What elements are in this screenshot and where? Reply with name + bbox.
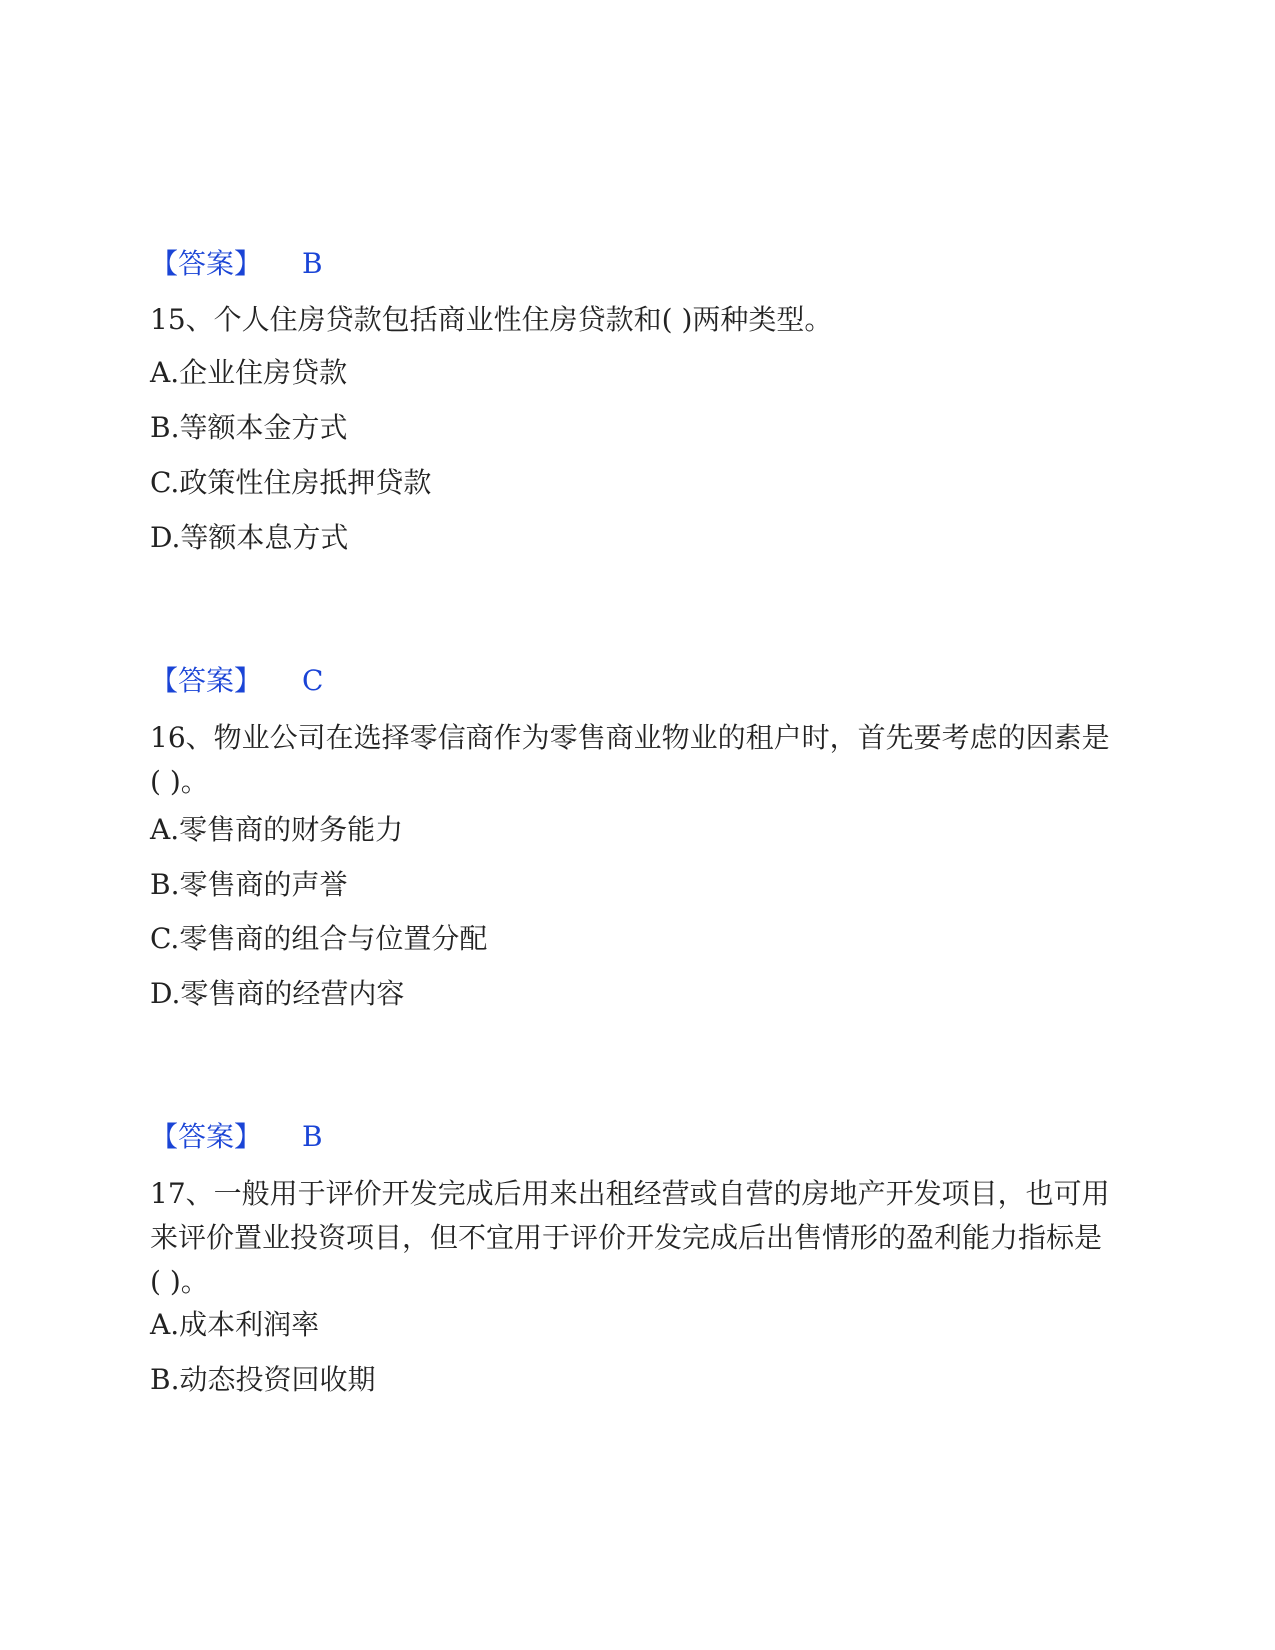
answer-label: 【答案】 — [150, 1120, 263, 1153]
question-text: 15、个人住房贷款包括商业性住房贷款和( )两种类型。 — [150, 303, 833, 336]
answer-value: B — [302, 1120, 323, 1153]
question-text: 17、一般用于评价开发完成后用来出租经营或自营的房地产开发项目，也可用来评价置业投资项目，但不宜用于评价开发完成后出售情形的盈利能力指标是( )。 — [150, 1177, 1110, 1298]
answer-line — [150, 1117, 1110, 1157]
answer-line — [150, 244, 1110, 284]
question-text: 16、物业公司在选择零信商作为零售商业物业的租户时，首先要考虑的因素是( )。 — [150, 721, 1110, 798]
answer-label: 【答案】 — [150, 664, 263, 697]
answer-value: C — [302, 664, 324, 697]
option-b: B.动态投资回收期 — [150, 1363, 376, 1396]
option-c: C.政策性住房抵押贷款 — [150, 466, 432, 499]
option-a: A.企业住房贷款 — [150, 356, 348, 389]
option-c: C.零售商的组合与位置分配 — [150, 922, 488, 955]
option-d: D.等额本息方式 — [150, 521, 349, 554]
answer-value: B — [302, 247, 323, 280]
option-d: D.零售商的经营内容 — [150, 977, 405, 1010]
answer-line — [150, 661, 1110, 701]
answer-label: 【答案】 — [150, 247, 263, 280]
option-b: B.等额本金方式 — [150, 411, 348, 444]
option-a: A.零售商的财务能力 — [150, 813, 404, 846]
option-b: B.零售商的声誉 — [150, 868, 348, 901]
option-a: A.成本利润率 — [150, 1308, 320, 1341]
